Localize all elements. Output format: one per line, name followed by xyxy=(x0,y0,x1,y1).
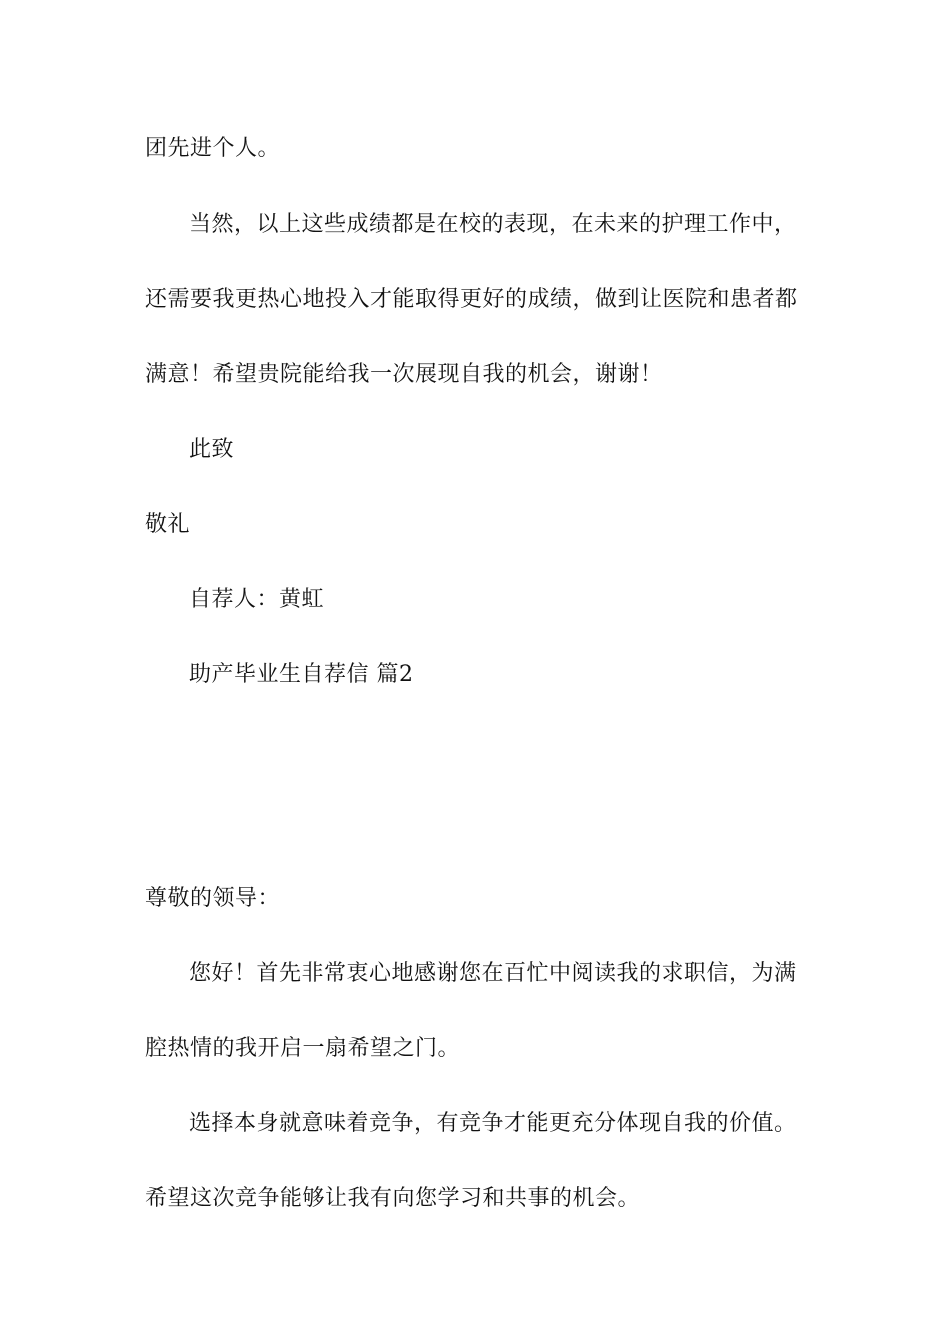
paragraph-line-8: 希望这次竞争能够让我有向您学习和共事的机会。 xyxy=(145,1186,641,1211)
signature-line: 自荐人：黄虹 xyxy=(189,587,325,612)
paragraph-line-5: 您好！首先非常衷心地感谢您在百忙中阅读我的求职信，为满 xyxy=(189,961,797,986)
closing-regards: 敬礼 xyxy=(145,512,191,537)
section-title: 助产毕业生自荐信 篇2 xyxy=(189,662,414,687)
paragraph-line-4: 满意！希望贵院能给我一次展现自我的机会，谢谢！ xyxy=(145,362,663,387)
paragraph-line-1: 团先进个人。 xyxy=(145,136,281,161)
paragraph-line-3: 还需要我更热心地投入才能取得更好的成绩，做到让医院和患者都 xyxy=(145,287,798,312)
paragraph-line-6: 腔热情的我开启一扇希望之门。 xyxy=(145,1036,461,1061)
letter-greeting: 尊敬的领导： xyxy=(145,886,281,911)
closing-salutation: 此致 xyxy=(189,437,235,462)
paragraph-line-7: 选择本身就意味着竞争，有竞争才能更充分体现自我的价值。 xyxy=(189,1111,797,1136)
paragraph-line-2: 当然，以上这些成绩都是在校的表现，在未来的护理工作中， xyxy=(189,212,797,237)
